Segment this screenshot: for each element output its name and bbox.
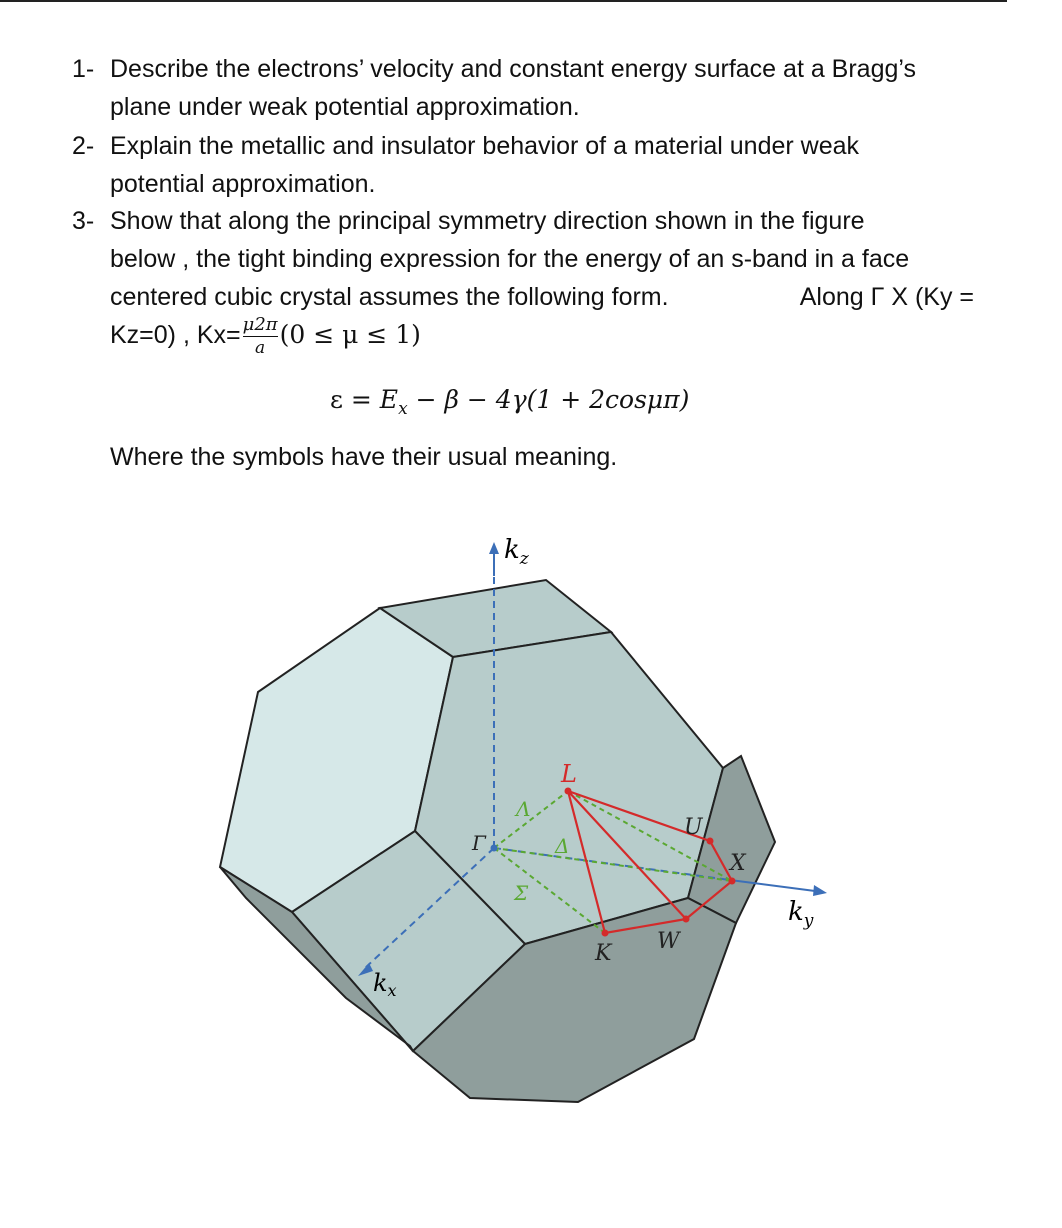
- question-text-line: potential approximation.: [110, 170, 376, 198]
- kx-definition: [72, 316, 982, 357]
- label-gamma: Γ: [472, 831, 486, 855]
- question-number: 1-: [72, 55, 95, 83]
- mu-range: (0 ≤ μ ≤ 1): [279, 320, 421, 350]
- symbols-note: Where the symbols have their usual meaning.: [110, 443, 618, 471]
- label-K: K: [595, 941, 612, 966]
- equation-lhs: ε: [330, 385, 343, 414]
- point-U: [707, 838, 714, 845]
- label-sigma: Σ: [514, 881, 529, 905]
- equation-rest: − β − 4γ(1 + 2cosμπ): [407, 385, 690, 414]
- label-L: L: [561, 760, 577, 788]
- energy-equation: [330, 385, 689, 419]
- label-lambda: Λ: [516, 797, 531, 821]
- question-text-line: Describe the electrons’ velocity and constant energy surface at a Bragg’s: [110, 55, 916, 83]
- kz-arrow: [489, 542, 499, 554]
- point-L: [565, 788, 572, 795]
- fraction-denominator: a: [255, 338, 266, 358]
- label-U: U: [684, 815, 703, 840]
- equation-rhs: = E: [350, 385, 399, 414]
- question-number: 2-: [72, 132, 95, 160]
- kx-label: $k_x$: [373, 969, 397, 1000]
- question-text-line: below , the tight binding expression for the energy of an s-band in a face: [110, 245, 910, 273]
- question-2: [72, 127, 982, 203]
- question-3: [72, 202, 982, 357]
- point-X: [729, 878, 736, 885]
- question-1: [72, 50, 982, 126]
- question-text: centered cubic crystal assumes the following form.: [110, 283, 669, 311]
- kx-fraction: [243, 316, 278, 357]
- brillouin-zone-figure: [210, 528, 830, 1128]
- ky-arrow: [813, 885, 827, 896]
- question-text-line: Explain the metallic and insulator behavior of a material under weak: [110, 132, 860, 160]
- ky-label: $k_y$: [788, 897, 814, 931]
- question-text-line: [110, 278, 982, 316]
- direction-label: Along Γ X (Ky =: [799, 283, 974, 311]
- question-text-line: Show that along the principal symmetry direction shown in the figure: [110, 207, 865, 235]
- label-X: X: [730, 851, 746, 876]
- label-delta: Δ: [555, 834, 570, 858]
- top-rule: [0, 0, 1007, 2]
- label-W: W: [657, 929, 680, 954]
- question-number: 3-: [72, 207, 95, 235]
- kx-text: Kz=0) , Kx=: [110, 321, 241, 350]
- point-W: [683, 916, 690, 923]
- equation-subscript: x: [398, 399, 408, 419]
- fraction-numerator: μ2π: [242, 314, 278, 335]
- point-gamma: [491, 845, 498, 852]
- point-K: [602, 930, 609, 937]
- kz-label: $k_z$: [504, 535, 529, 569]
- question-text-line: plane under weak potential approximation.: [110, 93, 580, 121]
